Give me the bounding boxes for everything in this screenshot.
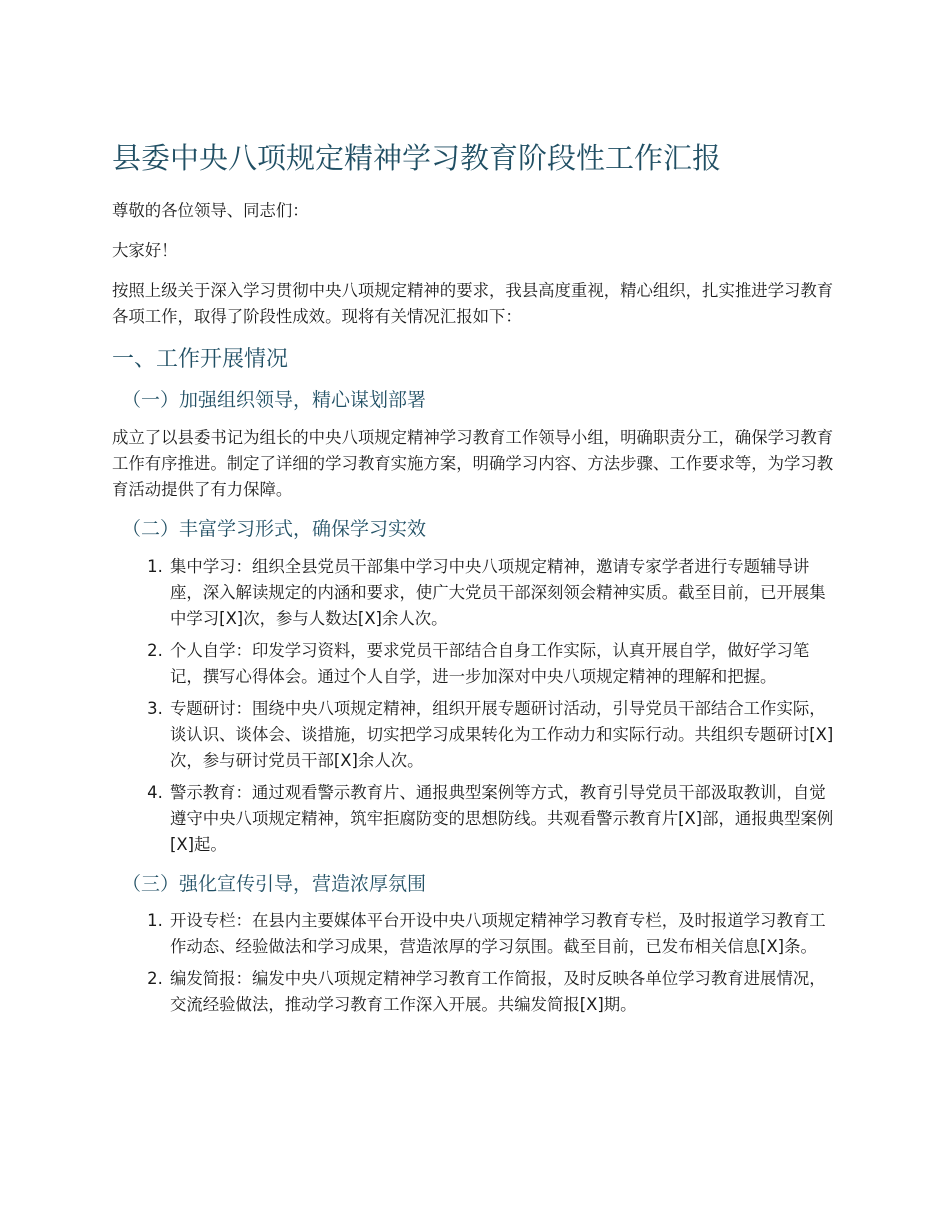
list-item: 2. 编发简报：编发中央八项规定精神学习教育工作简报，及时反映各单位学习教育进展情况，交流经验做法，推动学习教育工作深入开展。共编发简报[X]期。: [168, 966, 838, 1018]
list-item: 2. 个人自学：印发学习资料，要求党员干部结合自身工作实际，认真开展自学，做好学习笔记，撰写心得体会。通过个人自学，进一步加深对中央八项规定精神的理解和把握。: [168, 638, 838, 690]
section-heading: 一、工作开展情况: [112, 346, 289, 372]
greeting: 大家好！: [112, 240, 178, 260]
intro-paragraph: 按照上级关于深入学习贯彻中央八项规定精神的要求，我县高度重视，精心组织，扎实推进学习教育各项工作，取得了阶段性成效。现将有关情况汇报如下：: [112, 280, 834, 326]
list-item: 1. 集中学习：组织全县党员干部集中学习中央八项规定精神，邀请专家学者进行专题辅导讲座，深入解读规定的内涵和要求，使广大党员干部深刻领会精神实质。截至目前，已开展集中学习[X]次，参与人数达[X]余人次。: [168, 554, 838, 632]
list-item: 4. 警示教育：通过观看警示教育片、通报典型案例等方式，教育引导党员干部汲取教训，自觉遵守中央八项规定精神，筑牢拒腐防变的思想防线。共观看警示教育片[X]部，通报典型案例[X]起。: [168, 780, 838, 858]
document-title: 县委中央八项规定精神学习教育阶段性工作汇报: [112, 141, 722, 175]
subsection-paragraph: 成立了以县委书记为组长的中央八项规定精神学习教育工作领导小组，明确职责分工，确保学习教育工作有序推进。制定了详细的学习教育实施方案，明确学习内容、方法步骤、工作要求等，为学习教育活动提供了有力保障。: [112, 427, 834, 499]
subsection-heading: （一）加强组织领导，精心谋划部署: [122, 389, 427, 412]
numbered-list: [112, 908, 838, 1018]
list-item: 1. 开设专栏：在县内主要媒体平台开设中央八项规定精神学习教育专栏，及时报道学习教育工作动态、经验做法和学习成果，营造浓厚的学习氛围。截至目前，已发布相关信息[X]条。: [168, 908, 838, 960]
subsection-heading: （三）强化宣传引导，营造浓厚氛围: [122, 872, 427, 895]
subsection-heading: （二）丰富学习形式，确保学习实效: [122, 517, 427, 540]
list-item: 3. 专题研讨：围绕中央八项规定精神，组织开展专题研讨活动，引导党员干部结合工作实际，谈认识、谈体会、谈措施，切实把学习成果转化为工作动力和实际行动。共组织专题研讨[X]次，参与研讨党员干部[X]余人次。: [168, 696, 838, 774]
salutation: 尊敬的各位领导、同志们：: [112, 200, 309, 220]
numbered-list: [112, 554, 838, 858]
